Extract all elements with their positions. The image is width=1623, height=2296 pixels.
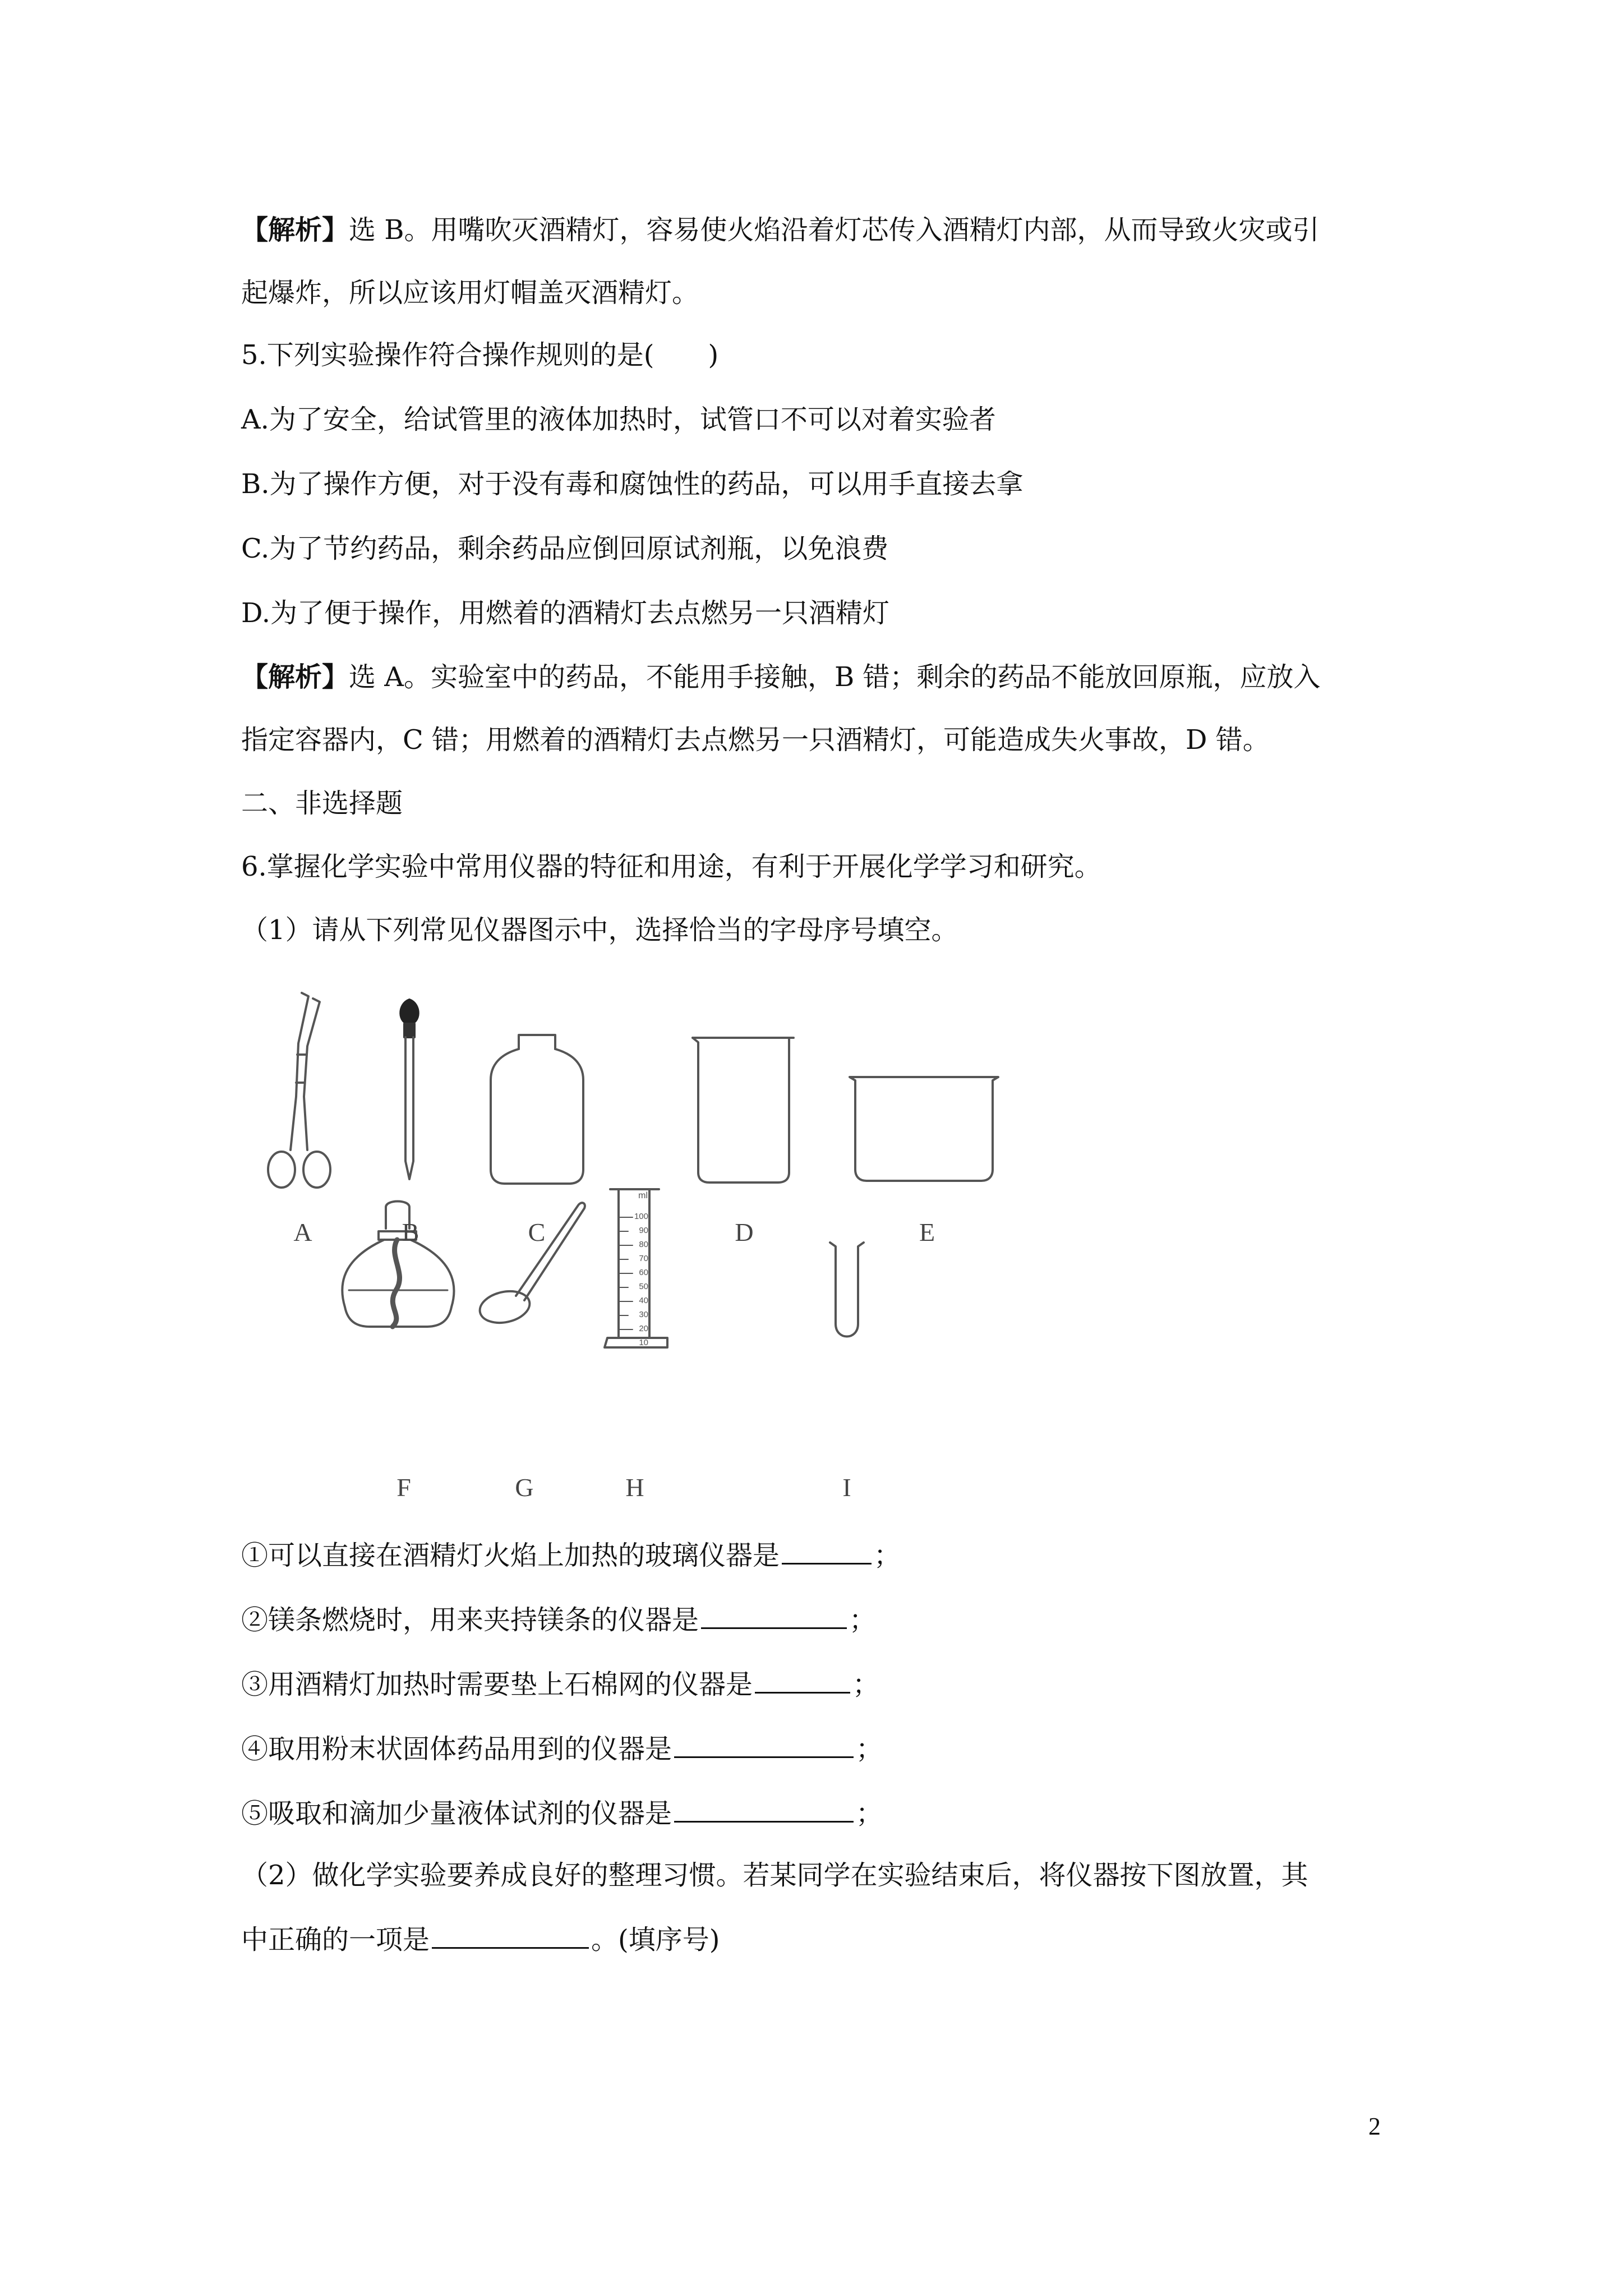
instruments-figure xyxy=(241,976,1082,1537)
cylinder-unit: ml xyxy=(638,1191,648,1200)
question-5-stem: 5.下列实验操作符合操作规则的是( ) xyxy=(241,339,719,371)
question-6-part-1: （1）请从下列常见仪器图示中，选择恰当的字母序号填空。 xyxy=(241,914,958,946)
cylinder-tick-label: 90 xyxy=(639,1226,648,1235)
question-5-option-c: C.为了节约药品，剩余药品应倒回原试剂瓶，以免浪费 xyxy=(241,533,889,564)
analysis-tag: 【解析】 xyxy=(241,214,349,246)
test-tube-icon xyxy=(830,1243,864,1337)
question-5-option-a: A.为了安全，给试管里的液体加热时，试管口不可以对着实验者 xyxy=(241,404,996,435)
label-e: E xyxy=(919,1218,935,1246)
answer-blank-4[interactable] xyxy=(674,1731,854,1758)
label-f: F xyxy=(396,1473,411,1502)
question-5-option-d: D.为了便于操作，用燃着的酒精灯去点燃另一只酒精灯 xyxy=(241,597,890,629)
answer-blank-5[interactable] xyxy=(674,1795,854,1823)
label-c: C xyxy=(528,1218,546,1246)
crucible-tongs-icon xyxy=(268,993,330,1188)
cylinder-tick-label: 30 xyxy=(639,1310,648,1319)
cylinder-tick-label: 60 xyxy=(639,1268,648,1277)
trough-icon xyxy=(850,1077,998,1181)
question-5-option-b: B.为了操作方便，对于没有毒和腐蚀性的药品，可以用手直接去拿 xyxy=(241,468,1023,500)
label-a: A xyxy=(293,1218,312,1246)
beaker-icon xyxy=(693,1038,794,1182)
answer-blank-6[interactable] xyxy=(432,1921,589,1949)
sub-question-5: ⑤吸取和滴加少量液体试剂的仪器是 ； xyxy=(241,1795,1391,1830)
dropper-icon xyxy=(400,1000,418,1179)
cylinder-tick-label: 50 xyxy=(639,1282,648,1291)
answer-blank-2[interactable] xyxy=(701,1602,847,1629)
cylinder-tick-label: 100 xyxy=(634,1212,648,1221)
sub-question-4: ④取用粉末状固体药品用到的仪器是 ； xyxy=(241,1731,1391,1766)
label-h: H xyxy=(625,1473,644,1502)
label-i: I xyxy=(842,1473,851,1502)
analysis-5-line-2: 指定容器内，C 错；用燃着的酒精灯去点燃另一只酒精灯，可能造成失火事故，D 错。 xyxy=(241,724,1270,756)
label-b: B xyxy=(402,1218,419,1246)
cylinder-tick-label: 40 xyxy=(639,1296,648,1305)
cylinder-tick-label: 10 xyxy=(639,1338,648,1347)
reagent-bottle-icon xyxy=(491,1035,583,1184)
question-6-part-2-line-1: （2）做化学实验要养成良好的整理习惯。若某同学在实验结束后，将仪器按下图放置，其 xyxy=(241,1860,1308,1891)
sub-question-2: ②镁条燃烧时，用来夹持镁条的仪器是 ； xyxy=(241,1602,1391,1637)
label-g: G xyxy=(515,1473,534,1502)
cylinder-tick-label: 80 xyxy=(639,1240,648,1249)
page-number: 2 xyxy=(1368,2113,1381,2140)
sub-question-1: ①可以直接在酒精灯火焰上加热的玻璃仪器是 ； xyxy=(241,1537,1391,1572)
analysis-4-line-2: 起爆炸，所以应该用灯帽盖灭酒精灯。 xyxy=(241,277,699,309)
answer-blank-1[interactable] xyxy=(782,1537,872,1565)
answer-blank-3[interactable] xyxy=(755,1666,850,1694)
analysis-4-line-1: 【解析】选 B。用嘴吹灭酒精灯，容易使火焰沿着灯芯传入酒精灯内部，从而导致火灾或引 xyxy=(241,214,1320,246)
sub-question-3: ③用酒精灯加热时需要垫上石棉网的仪器是 ； xyxy=(241,1666,1391,1701)
analysis-tag: 【解析】 xyxy=(241,661,349,693)
analysis-5-line-1: 【解析】选 A。实验室中的药品，不能用手接触，B 错；剩余的药品不能放回原瓶，应放入 xyxy=(241,661,1321,693)
cylinder-tick-label: 20 xyxy=(639,1324,648,1333)
cylinder-tick-label: 70 xyxy=(639,1254,648,1263)
instruments-drawing xyxy=(241,976,1082,1537)
section-heading: 二、非选择题 xyxy=(241,788,403,819)
question-6-stem: 6.掌握化学实验中常用仪器的特征和用途，有利于开展化学学习和研究。 xyxy=(241,851,1101,882)
label-d: D xyxy=(735,1218,754,1246)
question-6-part-2-line-2: 中正确的一项是 。(填序号) xyxy=(241,1921,1391,1957)
